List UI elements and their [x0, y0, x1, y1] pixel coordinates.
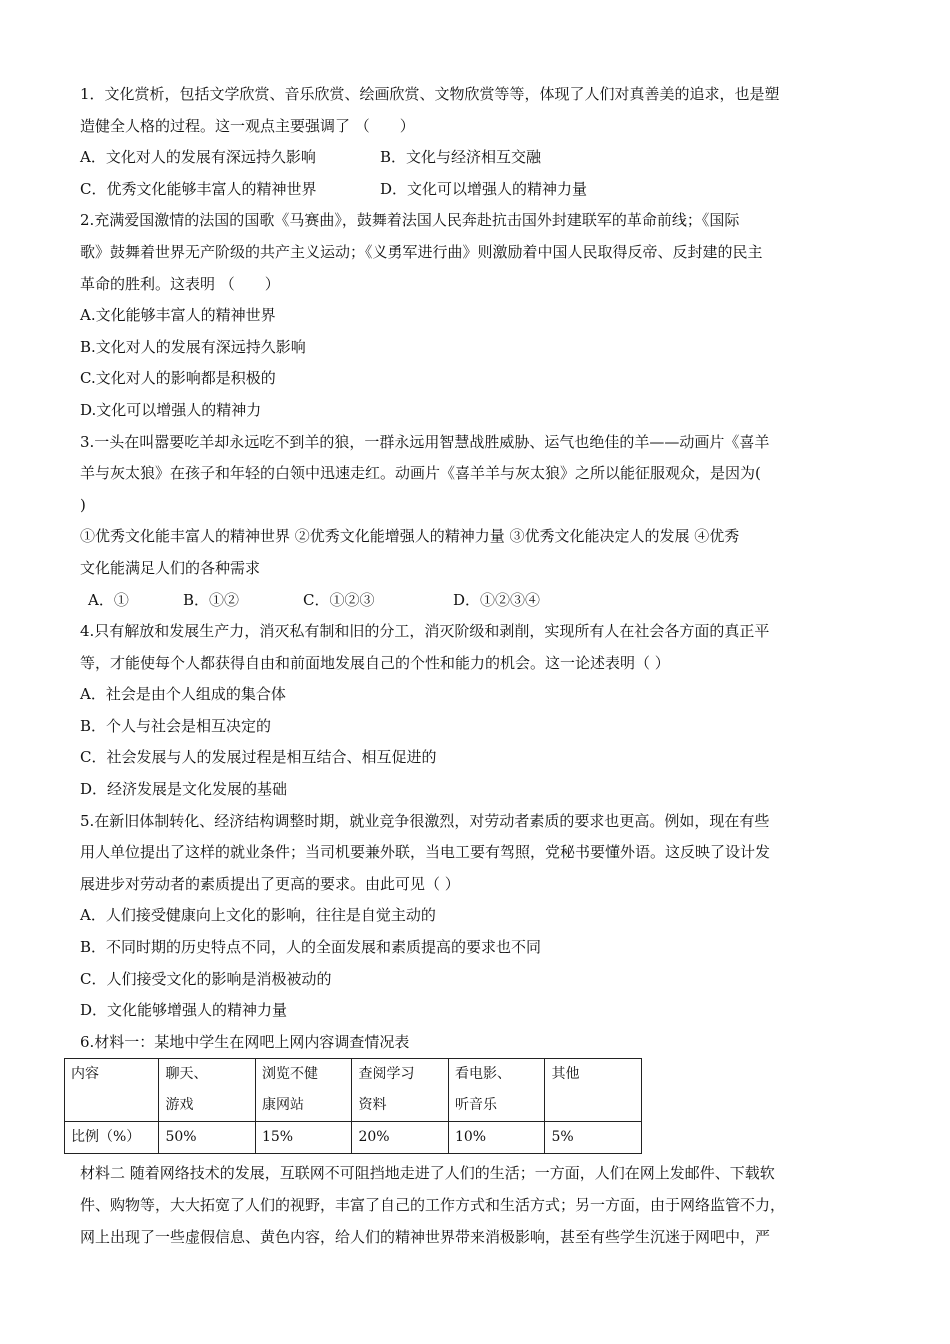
question-text: 1．文化赏析，包括文学欣赏、音乐欣赏、绘画欣赏、文物欣赏等等，体现了人们对真善美的追求，也是塑: [80, 85, 780, 103]
question-text: 2.充满爱国激情的法国的国歌《马赛曲》，鼓舞着法国人民奔赴抗击国外封建联军的革命前线；《国际: [80, 211, 740, 230]
options-row: [80, 142, 875, 174]
option-b: B．文化与经济相互交融: [380, 148, 542, 167]
question-text: 等，才能使每个人都获得自由和前面地发展自己的个性和能力的机会。这一论述表明（ ）: [80, 653, 670, 672]
material-2-text: 件、购物等，大大拓宽了人们的视野，丰富了自己的工作方式和生活方式；另一方面，由于网络监管不力，: [80, 1196, 786, 1214]
table-cell: 10%: [448, 1122, 545, 1154]
options-row: [80, 174, 875, 206]
table-cell: 50%: [159, 1122, 256, 1154]
survey-table: [64, 1058, 642, 1154]
table-cell: 20%: [352, 1122, 449, 1154]
material-2-text: 材料二 随着网络技术的发展，互联网不可阻挡地走进了人们的生活；一方面，人们在网上发邮件、下载软: [80, 1164, 775, 1183]
option-d: D．文化可以增强人的精神力量: [380, 179, 588, 198]
table-header-cell: 聊天、 游戏: [159, 1059, 256, 1122]
option-c: C．①②③: [303, 590, 375, 609]
option-a: A．社会是由个人组成的集合体: [80, 685, 286, 704]
question-4: [80, 616, 875, 806]
statement-list: 文化能满足人们的各种需求: [80, 558, 261, 577]
question-6: [71, 1027, 875, 1253]
option-d: D．文化能够增强人的精神力量: [80, 1001, 288, 1020]
question-1: [80, 79, 875, 205]
question-2: [80, 205, 875, 426]
question-text: 用人单位提出了这样的就业条件；当司机要兼外联，当电工要有驾照，党秘书要懂外语。这反映了设计发: [80, 843, 771, 862]
options-row: [80, 585, 875, 617]
table-cell: 15%: [255, 1122, 352, 1154]
option-b: B．①②: [183, 590, 240, 609]
option-c: C．优秀文化能够丰富人的精神世界: [80, 179, 317, 198]
exam-page: [71, 79, 875, 1253]
question-text: 3.一头在叫嚣要吃羊却永远吃不到羊的狼，一群永远用智慧战胜威胁、运气也绝佳的羊——动画片《喜羊: [80, 432, 770, 451]
option-a: A．①: [88, 590, 129, 609]
question-5: [80, 806, 875, 1027]
table-cell: 比例（%）: [65, 1122, 159, 1154]
table-header-cell: 浏览不健 康网站: [255, 1059, 352, 1122]
table-header-cell: 看电影、 听音乐: [448, 1059, 545, 1122]
table-header-cell: 内容: [65, 1059, 159, 1122]
statement-list: ①优秀文化能丰富人的精神世界 ②优秀文化能增强人的精神力量 ③优秀文化能决定人的发展 ④优秀: [80, 527, 740, 546]
option-b: B．个人与社会是相互决定的: [80, 716, 272, 735]
question-text: 4.只有解放和发展生产力，消灭私有制和旧的分工，消灭阶级和剥削，实现所有人在社会各方面的真正平: [80, 622, 770, 641]
question-text: ): [80, 495, 86, 514]
table-cell: 5%: [545, 1122, 642, 1154]
question-3: [80, 427, 875, 617]
option-d: D．①②③④: [453, 590, 541, 609]
table-header-cell: 查阅学习 资料: [352, 1059, 449, 1122]
option-a: A.文化能够丰富人的精神世界: [80, 306, 276, 325]
table-header-cell: 其他: [545, 1059, 642, 1122]
option-b: B.文化对人的发展有深远持久影响: [80, 337, 306, 356]
material-2-text: 网上出现了一些虚假信息、黄色内容，给人们的精神世界带来消极影响，甚至有些学生沉迷于网吧中，严: [80, 1227, 771, 1246]
table-header-row: [65, 1059, 642, 1122]
question-text: 展进步对劳动者的素质提出了更高的要求。由此可见（ ）: [80, 874, 460, 893]
option-c: C.文化对人的影响都是积极的: [80, 369, 276, 388]
option-c: C．人们接受文化的影响是消极被动的: [80, 969, 332, 988]
table-row: [65, 1122, 642, 1154]
option-b: B．不同时期的历史特点不同，人的全面发展和素质提高的要求也不同: [80, 938, 542, 957]
option-a: A．文化对人的发展有深远持久影响: [80, 148, 316, 167]
option-c: C．社会发展与人的发展过程是相互结合、相互促进的: [80, 748, 437, 767]
question-text: 革命的胜利。这表明 （ ）: [80, 274, 280, 293]
material-1-title: 6.材料一：某地中学生在网吧上网内容调查情况表: [80, 1032, 410, 1051]
question-text: 歌》鼓舞着世界无产阶级的共产主义运动；《义勇军进行曲》则激励着中国人民取得反帝、反封建的民主: [80, 242, 763, 261]
question-text: 羊与灰太狼》在孩子和年轻的白领中迅速走红。动画片《喜羊羊与灰太狼》之所以能征服观众，是因为(: [80, 464, 761, 483]
option-d: D.文化可以增强人的精神力: [80, 400, 262, 419]
question-text: 造健全人格的过程。这一观点主要强调了 （ ）: [80, 116, 415, 135]
question-text: 5.在新旧体制转化、经济结构调整时期，就业竞争很激烈，对劳动者素质的要求也更高。例如，现在有些: [80, 811, 770, 830]
option-a: A．人们接受健康向上文化的影响，往往是自觉主动的: [80, 906, 436, 925]
option-d: D．经济发展是文化发展的基础: [80, 780, 288, 799]
